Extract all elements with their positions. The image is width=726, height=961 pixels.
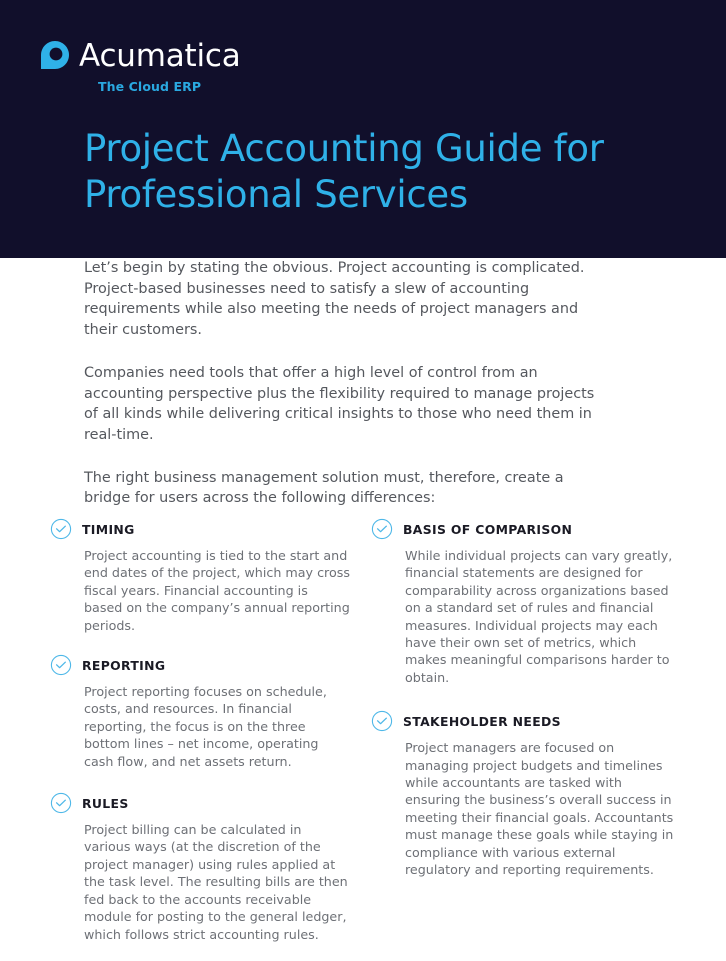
brand-tagline: The Cloud ERP [98, 79, 202, 94]
intro-block [84, 258, 604, 509]
check-circle-icon [371, 518, 393, 540]
difference-title: RULES [82, 796, 129, 812]
difference-title: TIMING [82, 522, 135, 537]
intro-paragraph-3: The right business management solution must, therefore, create a bridge for users across the following differences: [84, 469, 564, 507]
difference-item-header [371, 712, 676, 732]
difference-item-header [50, 794, 350, 814]
check-circle-icon [371, 710, 393, 732]
acumatica-droplet-logo-icon [40, 40, 70, 72]
difference-body: Project reporting focuses on schedule, costs, and resources. In financial reporting, the focus is on the three bottom lines – net income, operating cash flow, and net assets return. [84, 684, 327, 769]
differences-right-column [371, 520, 676, 897]
difference-item-basis-of-comparison [371, 520, 676, 686]
check-circle-icon [50, 654, 72, 676]
difference-title: REPORTING [82, 658, 166, 674]
hero-header [0, 0, 726, 258]
check-circle-icon [50, 518, 72, 540]
brand-row [40, 37, 300, 74]
difference-item-header [50, 656, 350, 676]
difference-body: Project accounting is tied to the start and end dates of the project, which may cross fiscal years. Financial accounting is based on the company’s annual reporting periods. [84, 548, 350, 633]
difference-title: BASIS OF COMPARISON [403, 522, 573, 537]
difference-item-header [371, 520, 676, 540]
intro-paragraph-2: Companies need tools that offer a high level of control from an accounting perspective plus the flexibility required to manage projects of all kinds while delivering critical insights to those who need them in real-time. [84, 364, 595, 443]
difference-body: Project billing can be calculated in various ways (at the discretion of the project manager) using rules applied at the task level. The resulting bills are then fed back to the accounts receivable module for posting to the general ledger, which follows strict accounting rules. [84, 822, 348, 942]
brand-lockup [40, 37, 300, 94]
difference-title: STAKEHOLDER NEEDS [403, 714, 561, 730]
difference-item-timing [50, 520, 350, 634]
difference-body: While individual projects can vary greatly, financial statements are designed for comparability across organizations based on a standard set of rules and financial measures. Individual projects may each have their own set of metrics, which makes meaningful comparisons harder to obtain. [405, 548, 673, 685]
brand-name: Acumatica [79, 37, 241, 74]
difference-body: Project managers are focused on managing project budgets and timelines while accountants are tasked with ensuring the business’s overall success in meeting their financial goals. Accountants must manage these goals while staying in compliance with various external regulatory and reporting requirements. [405, 740, 674, 878]
differences-left-column [50, 520, 350, 961]
check-circle-icon [50, 792, 72, 814]
difference-item-rules [50, 794, 350, 943]
page-title: Project Accounting Guide for Professional Services [84, 127, 604, 216]
difference-item-stakeholder-needs [371, 712, 676, 878]
difference-item-header [50, 520, 350, 540]
intro-paragraph-1: Let’s begin by stating the obvious. Project accounting is complicated. Project-based businesses need to satisfy a slew of accounting requirements while also meeting the needs of project managers and their customers. [84, 260, 585, 339]
difference-item-reporting [50, 656, 350, 770]
